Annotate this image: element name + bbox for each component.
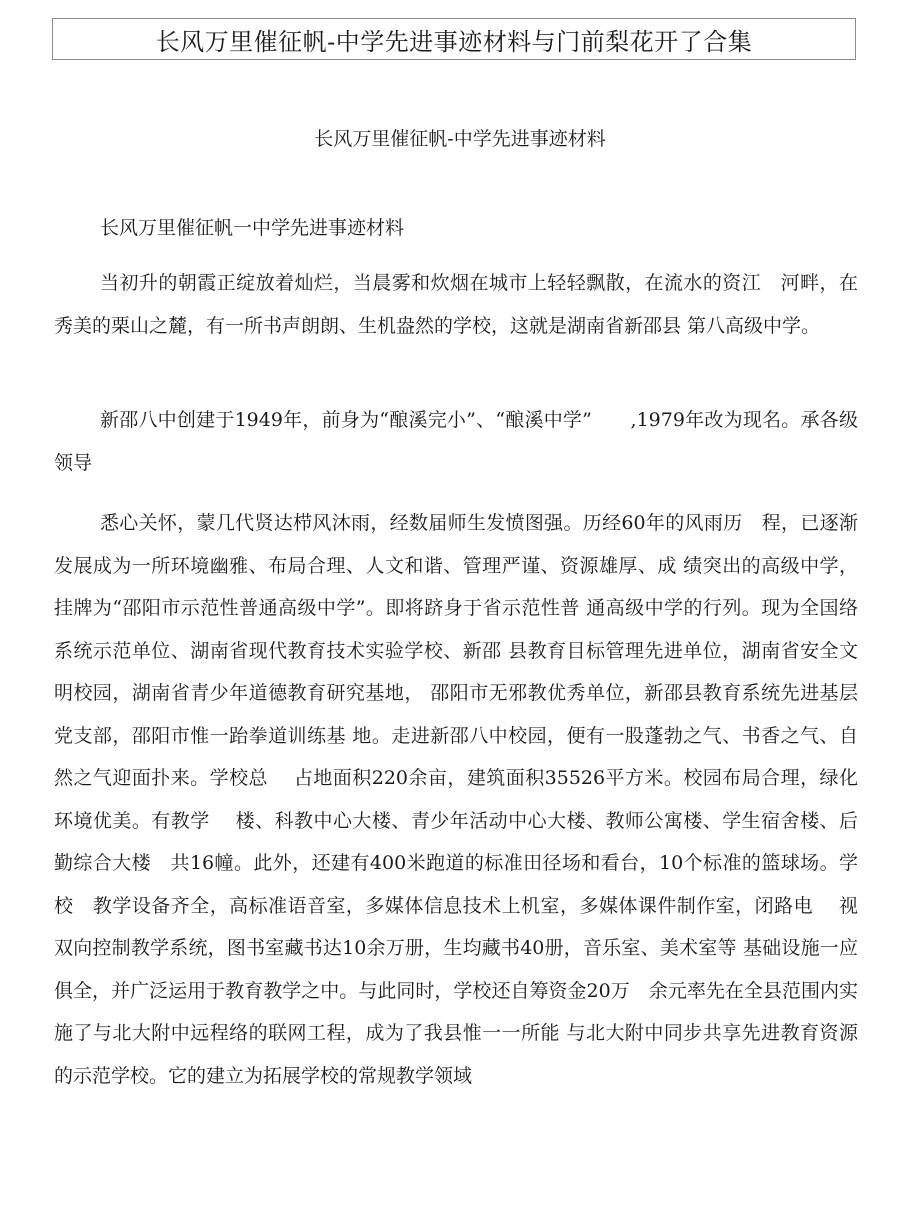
- section-heading: 长风万里催征帆一中学先进事迹材料: [100, 217, 405, 239]
- body-paragraph-1: 当初升的朝霞正绽放着灿烂，当晨雾和炊烟在城市上轻轻飘散，在流水的资江 河畔，在秀美的栗山之麓，有一所书声朗朗、生机盎然的学校，这就是湖南省新邵县 第八高级中学。: [54, 272, 858, 337]
- body-paragraph-2: 新邵八中创建于1949年，前身为“酿溪完小”、“酿溪中学” ,1979年改为现名。承各级领导: [54, 409, 858, 474]
- document-subtitle: 长风万里催征帆-中学先进事迹材料: [314, 128, 606, 150]
- body-paragraph-3: 悉心关怀，蒙几代贤达栉风沐雨，经数届师生发愤图强。历经60年的风雨历 程，已逐渐发展成为一所环境幽雅、布局合理、人文和谐、管理严谨、资源雄厚、成 绩突出的高级中学，挂牌为“邵阳市示范性普通高级中学”。即将跻身于省示范性普 通高级中学的行列。现为全国络系统示范单位、湖南省现代教育技术实验学校、新邵 县教育目标管理先进单位，湖南省安全文明校园，湖南省青少年道德教育研究基地， 邵阳市无邪教优秀单位，新邵县教育系统先进基层党支部，邵阳市惟一跆拳道训练基 地。走进新邵八中校园，便有一股蓬勃之气、书香之气、自然之气迎面扑来。学校总 占地面积220余亩，建筑面积35526平方米。校园布局合理，绿化环境优美。有教学 楼、科教中心大楼、青少年活动中心大楼、教师公寓楼、学生宿舍楼、后勤综合大楼 共16幢。此外，还建有400米跑道的标准田径场和看台，10个标准的篮球场。学校 教学设备齐全，高标准语音室，多媒体信息技术上机室，多媒体课件制作室，闭路电 视双向控制教学系统，图书室藏书达10余万册，生均藏书40册，音乐室、美术室等 基础设施一应俱全，并广泛运用于教育教学之中。与此同时，学校还自筹资金20万 余元率先在全县范围内实施了与北大附中远程络的联网工程，成为了我县惟一一所能 与北大附中同步共享先进教育资源的示范学校。它的建立为拓展学校的常规教学领域: [54, 512, 858, 1087]
- document-header-title: 长风万里催征帆-中学先进事迹材料与门前梨花开了合集: [52, 18, 856, 60]
